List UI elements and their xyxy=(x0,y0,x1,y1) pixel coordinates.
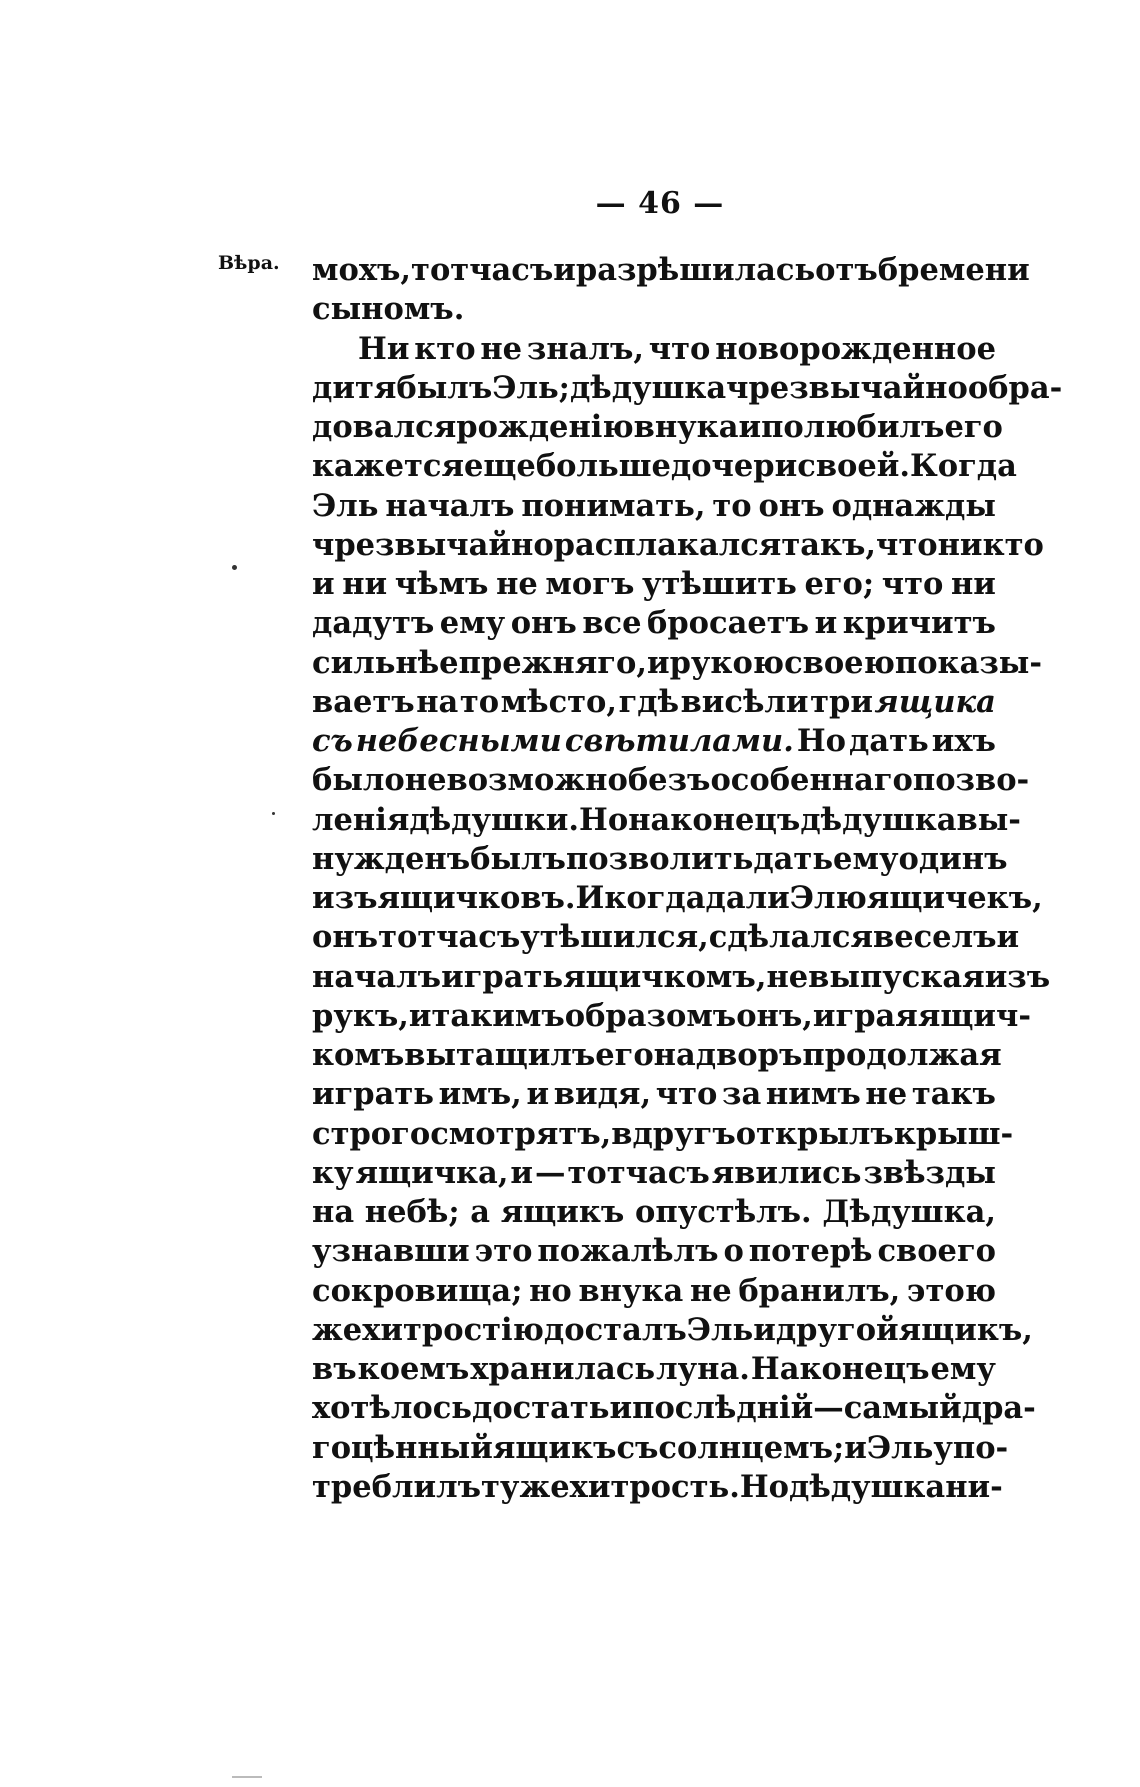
word: и xyxy=(996,919,1020,956)
word: понимать, xyxy=(521,487,706,524)
word: съ xyxy=(312,723,353,759)
word: — xyxy=(813,1390,844,1427)
word: — xyxy=(535,1154,566,1191)
word: ни xyxy=(950,566,996,602)
text-line xyxy=(312,526,1044,565)
word: и xyxy=(510,1154,534,1191)
word: его xyxy=(944,409,1003,445)
word: сдѣлался xyxy=(708,919,874,956)
word: довался xyxy=(312,409,457,445)
text-line xyxy=(312,330,996,369)
word: солнцемъ; xyxy=(658,1429,845,1466)
word: дать xyxy=(849,723,929,759)
word: полюбилъ xyxy=(761,409,945,445)
word: вытащилъ xyxy=(404,1037,596,1073)
word: ящикъ, xyxy=(898,1311,1033,1348)
page-number: — 46 — xyxy=(595,186,725,221)
word: но xyxy=(529,1272,572,1309)
word: а xyxy=(470,1194,491,1230)
word: изъ xyxy=(312,880,378,916)
word: ему xyxy=(439,605,506,642)
margin-note: Вѣра. xyxy=(218,252,280,274)
word: рукъ, xyxy=(312,997,409,1034)
text-line xyxy=(312,1350,996,1389)
text-line xyxy=(312,565,996,604)
word: ку xyxy=(312,1154,354,1191)
word: ящичка, xyxy=(355,1154,509,1191)
word: разрѣшилась xyxy=(575,252,816,288)
word: вы- xyxy=(956,801,1021,838)
word: позво- xyxy=(912,762,1030,799)
print-speck xyxy=(232,565,237,570)
word: кто xyxy=(982,526,1044,563)
word: Эль xyxy=(686,1311,754,1348)
word: чрезвычайно xyxy=(312,526,554,563)
word: мохъ, xyxy=(312,252,412,288)
word: играя xyxy=(812,997,918,1034)
word: ящика xyxy=(874,683,996,720)
word: достать xyxy=(472,1390,610,1427)
word: что xyxy=(876,526,938,563)
word: строго xyxy=(312,1115,431,1152)
word: нимъ xyxy=(765,1076,861,1113)
text-line xyxy=(312,604,996,643)
text-line xyxy=(312,1272,996,1311)
word: дѣдушки. xyxy=(409,801,580,838)
word: Эль; xyxy=(492,369,570,406)
word: Но xyxy=(579,801,629,838)
word: что xyxy=(881,566,944,602)
word: внука xyxy=(578,1272,684,1309)
word: И xyxy=(575,880,605,916)
word: дѣдушка xyxy=(800,801,957,838)
word: не xyxy=(496,566,538,602)
word: своей. xyxy=(797,448,911,485)
word: гоцѣнный xyxy=(312,1429,493,1466)
text-line xyxy=(312,1468,1003,1507)
word: тотчасъ xyxy=(567,1154,710,1191)
word: хитростію xyxy=(362,1311,544,1348)
word: все xyxy=(582,605,642,642)
word: пожалѣлъ xyxy=(537,1233,719,1270)
word: Ни xyxy=(358,330,410,367)
word: треблилъ xyxy=(312,1468,482,1505)
word: своего xyxy=(877,1233,996,1270)
word: прежняго, xyxy=(458,644,647,681)
word: такимъ xyxy=(431,997,565,1034)
word: небесными xyxy=(355,723,562,759)
text-line xyxy=(312,1036,1002,1075)
word: крыш- xyxy=(893,1115,1014,1152)
word: такъ, xyxy=(781,526,877,563)
word: и xyxy=(609,1390,633,1427)
word: явились xyxy=(711,1154,862,1191)
word: отъ xyxy=(815,252,878,288)
word: что xyxy=(655,1076,718,1113)
word: же xyxy=(312,1311,363,1348)
word: дать xyxy=(753,840,834,877)
text-line xyxy=(312,487,996,526)
word: не xyxy=(865,1076,908,1113)
word: открылъ xyxy=(735,1115,894,1152)
word: потерѣ xyxy=(748,1233,873,1270)
word: выпуская xyxy=(808,958,985,995)
word: сокровища; xyxy=(312,1272,523,1309)
word: вдругъ xyxy=(611,1115,736,1152)
text-line xyxy=(312,1389,1036,1428)
word: былъ xyxy=(396,369,493,406)
word: сильнѣе xyxy=(312,644,459,681)
word: мѣсто, xyxy=(500,683,618,720)
word: опустѣлъ. xyxy=(635,1194,812,1230)
text-line xyxy=(312,1311,1033,1350)
word: началъ xyxy=(312,958,442,995)
word: и xyxy=(753,1311,776,1348)
word: три xyxy=(810,683,873,720)
word: ящикъ xyxy=(492,1429,617,1466)
word: и xyxy=(738,409,762,445)
text-line xyxy=(312,722,996,761)
word: дра- xyxy=(961,1390,1036,1427)
text-line xyxy=(312,408,1003,447)
word: онъ, xyxy=(736,997,813,1034)
text-line xyxy=(312,1154,996,1193)
word: могъ xyxy=(545,566,635,602)
word: коемъ xyxy=(357,1351,470,1387)
word: сыномъ. xyxy=(312,291,465,328)
word: его; xyxy=(804,566,875,602)
text-line xyxy=(312,447,1017,486)
word: самый xyxy=(843,1390,962,1427)
word: Когда xyxy=(910,448,1017,485)
word: продолжая xyxy=(802,1037,1002,1073)
word: и xyxy=(646,644,670,681)
word: такъ xyxy=(911,1076,996,1113)
word: и xyxy=(526,1076,550,1113)
word: видя, xyxy=(553,1076,652,1113)
word: узнавши xyxy=(312,1233,470,1270)
word: туже xyxy=(481,1468,570,1505)
text-line xyxy=(312,369,1063,408)
word: бранилъ, xyxy=(738,1272,901,1309)
word: на xyxy=(416,683,459,720)
text-line xyxy=(312,879,1043,918)
word: утѣшился, xyxy=(520,919,709,956)
word: особеннаго xyxy=(710,762,913,799)
word: онъ xyxy=(510,605,577,642)
word: зналъ, xyxy=(526,330,644,367)
word: утѣшить xyxy=(641,566,797,602)
word: не xyxy=(766,958,809,995)
word: ни xyxy=(937,526,983,563)
text-line xyxy=(312,251,1030,290)
text-line xyxy=(312,918,1020,957)
word: онъ xyxy=(758,487,825,524)
word: Но xyxy=(796,723,847,759)
word: рожденію xyxy=(456,409,634,445)
word: Элю xyxy=(789,880,867,916)
word: играть xyxy=(312,1076,434,1113)
word: Эль xyxy=(866,1429,934,1466)
text-line xyxy=(312,1429,1009,1468)
word: висѣли xyxy=(680,683,809,720)
word: наконецъ xyxy=(628,801,801,838)
word: ваетъ xyxy=(312,683,415,720)
word: за xyxy=(722,1076,762,1113)
word: Наконецъ xyxy=(750,1351,930,1387)
word: ни- xyxy=(945,1468,1003,1505)
word: своею xyxy=(784,644,895,681)
word: Эль xyxy=(312,487,379,524)
word: дали xyxy=(705,880,790,916)
word: кричитъ xyxy=(842,605,996,642)
word: Дѣдушка, xyxy=(822,1194,996,1230)
word: внука xyxy=(633,409,739,445)
text-line xyxy=(312,1075,996,1114)
text-line xyxy=(312,1232,996,1271)
word: бремени xyxy=(877,252,1030,288)
word: дѣдушка xyxy=(789,1468,946,1505)
word: досталъ xyxy=(543,1311,687,1348)
word: другой xyxy=(775,1311,899,1348)
word: ящичковъ. xyxy=(377,880,576,916)
word: чѣмъ xyxy=(394,566,489,602)
word: обра- xyxy=(967,369,1063,406)
word: на xyxy=(312,1194,355,1230)
word: веселъ xyxy=(873,919,997,956)
word: что xyxy=(648,330,711,367)
word: безъ xyxy=(627,762,711,799)
body-text xyxy=(312,251,1063,1507)
word: упо- xyxy=(933,1429,1009,1466)
word: бросаетъ xyxy=(647,605,810,642)
word: началъ xyxy=(385,487,515,524)
word: не xyxy=(689,1272,732,1309)
word: тотчасъ xyxy=(411,252,554,288)
word: былъ xyxy=(470,840,566,877)
word: комъ xyxy=(312,1037,405,1073)
text-line xyxy=(312,801,1021,840)
word: однажды xyxy=(831,487,996,524)
word: возможно xyxy=(446,762,628,799)
word: смотрятъ, xyxy=(430,1115,612,1152)
word: дочери xyxy=(670,448,798,485)
word: не xyxy=(404,762,447,799)
word: больше xyxy=(535,448,671,485)
word: показы- xyxy=(894,644,1043,681)
text-line xyxy=(312,840,1008,879)
word: образомъ xyxy=(564,997,737,1034)
word: изъ xyxy=(984,958,1051,995)
word: то xyxy=(459,683,500,720)
text-line xyxy=(312,958,1051,997)
word: въ xyxy=(312,1351,357,1387)
word: ему xyxy=(833,840,899,877)
word: это xyxy=(474,1233,533,1270)
word: дворъ xyxy=(695,1037,803,1073)
word: новорожденное xyxy=(715,330,996,367)
word: дадутъ xyxy=(312,605,435,642)
word: Но xyxy=(739,1468,789,1505)
word: рукою xyxy=(669,644,785,681)
text-line xyxy=(312,997,1031,1036)
text-line xyxy=(312,1193,996,1232)
word: было xyxy=(312,762,405,799)
word: и xyxy=(814,605,838,642)
page-edge-mark xyxy=(232,1776,262,1778)
word: еще xyxy=(464,448,536,485)
word: его xyxy=(595,1037,654,1073)
word: хотѣлось xyxy=(312,1390,472,1427)
text-line xyxy=(312,290,996,329)
word: о xyxy=(723,1233,744,1270)
word: ленія xyxy=(312,801,410,838)
word: этою xyxy=(906,1272,996,1309)
word: и xyxy=(553,252,576,288)
word: ни xyxy=(342,566,388,602)
text-line xyxy=(312,644,1043,683)
word: имъ, xyxy=(438,1076,522,1113)
word: ящикъ xyxy=(500,1194,625,1230)
word: и xyxy=(312,566,335,602)
word: то xyxy=(712,487,752,524)
text-line xyxy=(312,1115,1014,1154)
word: нужденъ xyxy=(312,840,471,877)
word: луна. xyxy=(656,1351,750,1387)
word: расплакался xyxy=(553,526,782,563)
print-speck xyxy=(272,812,275,815)
word: на xyxy=(653,1037,696,1073)
word: онъ xyxy=(312,919,379,956)
word: тотчасъ xyxy=(378,919,521,956)
word: и xyxy=(844,1429,867,1466)
word: когда xyxy=(604,880,706,916)
word: ему xyxy=(930,1351,996,1387)
word: небѣ; xyxy=(364,1194,460,1230)
word: ихъ xyxy=(931,723,996,759)
word: ящичекъ, xyxy=(866,880,1043,916)
word: звѣзды xyxy=(863,1154,996,1191)
word: и xyxy=(408,997,432,1034)
word: хранилась xyxy=(470,1351,656,1387)
word: не xyxy=(480,330,523,367)
word: дитя xyxy=(312,369,397,406)
word: кажется xyxy=(312,448,464,485)
word: ящичкомъ, xyxy=(563,958,767,995)
word: свѣтилами. xyxy=(564,723,794,759)
word: позволить xyxy=(565,840,754,877)
word: послѣдній xyxy=(632,1390,814,1427)
word: кто xyxy=(414,330,476,367)
word: ящич- xyxy=(917,997,1031,1034)
word: гдѣ xyxy=(618,683,680,720)
word: одинъ xyxy=(898,840,1008,877)
text-line xyxy=(312,683,996,722)
word: съ xyxy=(616,1429,659,1466)
text-line xyxy=(312,761,1030,800)
word: дѣдушка xyxy=(569,369,727,406)
word: играть xyxy=(441,958,564,995)
word: чрезвычайно xyxy=(726,369,968,406)
word: хитрость. xyxy=(569,1468,740,1505)
